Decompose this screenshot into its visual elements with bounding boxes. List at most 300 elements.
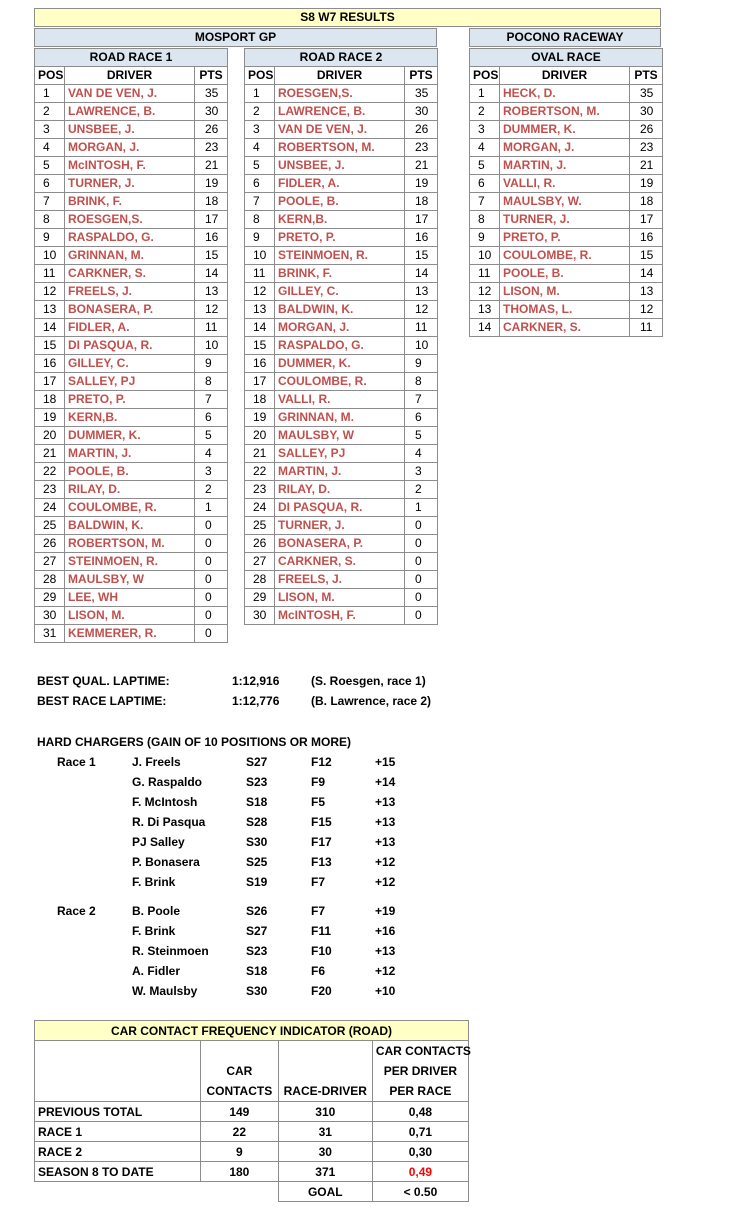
position-cell: 16 [245, 355, 275, 373]
position-cell: 20 [35, 427, 65, 445]
points-cell: 21 [405, 157, 438, 175]
position-cell: 10 [470, 247, 500, 265]
table-row [35, 607, 228, 625]
charger-gain: +12 [375, 855, 396, 869]
driver-cell: GRINNAN, M. [275, 409, 405, 427]
points-cell: 0 [405, 589, 438, 607]
points-cell: 5 [195, 427, 228, 445]
charger-driver: P. Bonasera [132, 855, 200, 869]
points-cell: 0 [195, 571, 228, 589]
driver-cell: GRINNAN, M. [65, 247, 195, 265]
position-cell: 9 [470, 229, 500, 247]
points-cell: 15 [405, 247, 438, 265]
charger-start: S27 [246, 924, 268, 938]
contact-header-blank [35, 1041, 201, 1102]
points-cell: 13 [630, 283, 663, 301]
position-cell: 2 [35, 103, 65, 121]
table-row [245, 481, 438, 499]
table-row [35, 463, 228, 481]
table-row [35, 391, 228, 409]
points-cell: 30 [195, 103, 228, 121]
charger-start: S23 [246, 944, 268, 958]
driver-cell: BALDWIN, K. [275, 301, 405, 319]
contact-header-car-contacts [200, 1041, 278, 1102]
contact-car-contacts: 22 [200, 1122, 278, 1142]
points-cell: 23 [405, 139, 438, 157]
position-cell: 30 [245, 607, 275, 625]
best-race-time: 1:12,776 [232, 694, 280, 708]
charger-driver: F. McIntosh [132, 795, 198, 809]
points-cell: 19 [195, 175, 228, 193]
driver-cell: DI PASQUA, R. [275, 499, 405, 517]
position-cell: 16 [35, 355, 65, 373]
position-cell: 24 [35, 499, 65, 517]
table-row [245, 553, 438, 571]
driver-cell: HECK, D. [500, 85, 630, 103]
best-qual-label: BEST QUAL. LAPTIME: [37, 674, 170, 688]
position-cell: 22 [35, 463, 65, 481]
position-cell: 3 [35, 121, 65, 139]
charger-driver: R. Di Pasqua [132, 815, 206, 829]
driver-cell: MARTIN, J. [500, 157, 630, 175]
position-cell: 9 [245, 229, 275, 247]
position-cell: 4 [245, 139, 275, 157]
table-row [245, 247, 438, 265]
points-cell: 0 [405, 607, 438, 625]
points-cell: 9 [405, 355, 438, 373]
table-row [245, 409, 438, 427]
contact-race-driver: 371 [278, 1162, 372, 1182]
points-cell: 12 [405, 301, 438, 319]
position-cell: 10 [35, 247, 65, 265]
driver-cell: BALDWIN, K. [65, 517, 195, 535]
position-cell: 15 [245, 337, 275, 355]
table-row [245, 499, 438, 517]
driver-cell: RASPALDO, G. [65, 229, 195, 247]
points-cell: 4 [195, 445, 228, 463]
position-cell: 10 [245, 247, 275, 265]
charger-gain: +15 [375, 755, 396, 769]
position-cell: 11 [245, 265, 275, 283]
contact-header-car: CAR [226, 1064, 253, 1078]
charger-gain: +12 [375, 964, 396, 978]
points-cell: 0 [405, 517, 438, 535]
charger-gain: +13 [375, 795, 396, 809]
table-row [470, 301, 663, 319]
position-cell: 26 [35, 535, 65, 553]
table-row [245, 121, 438, 139]
position-cell: 8 [470, 211, 500, 229]
points-cell: 23 [630, 139, 663, 157]
position-cell: 13 [35, 301, 65, 319]
points-cell: 12 [195, 301, 228, 319]
points-cell: 30 [630, 103, 663, 121]
driver-cell: LISON, M. [275, 589, 405, 607]
table-row [35, 499, 228, 517]
table-row [470, 265, 663, 283]
contact-per-race: 0,30 [372, 1142, 468, 1162]
points-cell: 8 [195, 373, 228, 391]
table-row [245, 517, 438, 535]
driver-cell: MARTIN, J. [275, 463, 405, 481]
driver-cell: CARKNER, S. [65, 265, 195, 283]
position-cell: 23 [35, 481, 65, 499]
points-cell: 11 [405, 319, 438, 337]
table-row [35, 589, 228, 607]
table-row [470, 157, 663, 175]
driver-cell: VALLI, R. [500, 175, 630, 193]
driver-cell: RILAY, D. [275, 481, 405, 499]
driver-cell: ROBERTSON, M. [65, 535, 195, 553]
points-cell: 26 [405, 121, 438, 139]
contact-header-line1: CAR CONTACTS [375, 1044, 471, 1058]
points-cell: 0 [195, 589, 228, 607]
mosport-track-name: MOSPORT GP [35, 29, 437, 47]
hard-chargers-race-label: Race 2 [57, 904, 96, 918]
position-cell: 18 [35, 391, 65, 409]
table-row [35, 355, 228, 373]
points-cell: 26 [630, 121, 663, 139]
table-row [35, 445, 228, 463]
driver-cell: MORGAN, J. [65, 139, 195, 157]
oval-race-table [469, 48, 663, 337]
table-row [35, 139, 228, 157]
position-cell: 11 [470, 265, 500, 283]
position-cell: 26 [245, 535, 275, 553]
table-row [470, 319, 663, 337]
charger-driver: PJ Salley [132, 835, 185, 849]
charger-start: S27 [246, 755, 268, 769]
position-cell: 6 [35, 175, 65, 193]
charger-start: S25 [246, 855, 268, 869]
results-title-table [34, 8, 661, 27]
position-cell: 1 [245, 85, 275, 103]
table-row [245, 211, 438, 229]
goal-label: GOAL [278, 1182, 372, 1202]
table-row [245, 301, 438, 319]
table-row [35, 517, 228, 535]
table-row [35, 85, 228, 103]
charger-start: S26 [246, 904, 268, 918]
points-cell: 7 [195, 391, 228, 409]
points-cell: 0 [405, 553, 438, 571]
table-row [35, 121, 228, 139]
points-cell: 6 [195, 409, 228, 427]
driver-cell: BRINK, F. [65, 193, 195, 211]
table-row [245, 175, 438, 193]
points-cell: 0 [195, 535, 228, 553]
driver-cell: LEE, WH [65, 589, 195, 607]
column-header-driver: DRIVER [275, 67, 405, 85]
position-cell: 15 [35, 337, 65, 355]
points-cell: 12 [630, 301, 663, 319]
column-header-pos: POS [245, 67, 275, 85]
best-qual-driver: (S. Roesgen, race 1) [311, 674, 426, 688]
mosport-header [34, 28, 437, 47]
position-cell: 7 [245, 193, 275, 211]
position-cell: 21 [245, 445, 275, 463]
charger-gain: +14 [375, 775, 396, 789]
table-row [35, 283, 228, 301]
position-cell: 4 [470, 139, 500, 157]
points-cell: 16 [630, 229, 663, 247]
table-row [35, 373, 228, 391]
charger-gain: +13 [375, 815, 396, 829]
race-label: ROAD RACE 1 [35, 49, 228, 67]
position-cell: 9 [35, 229, 65, 247]
driver-cell: PRETO, P. [275, 229, 405, 247]
table-row [245, 427, 438, 445]
driver-cell: ROESGEN,S. [65, 211, 195, 229]
position-cell: 12 [470, 283, 500, 301]
position-cell: 8 [245, 211, 275, 229]
points-cell: 26 [195, 121, 228, 139]
points-cell: 5 [405, 427, 438, 445]
points-cell: 18 [195, 193, 228, 211]
driver-cell: KERN,B. [65, 409, 195, 427]
goal-value: < 0.50 [372, 1182, 468, 1202]
table-row [470, 193, 663, 211]
charger-driver: F. Brink [132, 924, 176, 938]
driver-cell: SALLEY, PJ [65, 373, 195, 391]
points-cell: 0 [195, 517, 228, 535]
driver-cell: VAN DE VEN, J. [65, 85, 195, 103]
driver-cell: STEINMOEN, R. [65, 553, 195, 571]
points-cell: 17 [195, 211, 228, 229]
charger-start: S30 [246, 835, 268, 849]
driver-cell: BRINK, F. [275, 265, 405, 283]
points-cell: 10 [405, 337, 438, 355]
table-row [35, 175, 228, 193]
table-row [470, 211, 663, 229]
contact-header-line2: PER DRIVER [383, 1064, 458, 1078]
table-row [470, 175, 663, 193]
table-row [245, 355, 438, 373]
position-cell: 1 [470, 85, 500, 103]
points-cell: 14 [630, 265, 663, 283]
driver-cell: FIDLER, A. [275, 175, 405, 193]
driver-cell: VAN DE VEN, J. [275, 121, 405, 139]
contact-row-label: RACE 1 [35, 1122, 201, 1142]
driver-cell: MAULSBY, W [65, 571, 195, 589]
table-row [35, 1102, 469, 1122]
position-cell: 24 [245, 499, 275, 517]
driver-cell: MORGAN, J. [275, 319, 405, 337]
table-row [245, 85, 438, 103]
charger-start: S23 [246, 775, 268, 789]
points-cell: 19 [405, 175, 438, 193]
points-cell: 19 [630, 175, 663, 193]
driver-cell: CARKNER, S. [275, 553, 405, 571]
charger-driver: R. Steinmoen [132, 944, 209, 958]
driver-cell: LAWRENCE, B. [275, 103, 405, 121]
driver-cell: PRETO, P. [65, 391, 195, 409]
position-cell: 25 [245, 517, 275, 535]
points-cell: 35 [405, 85, 438, 103]
points-cell: 11 [195, 319, 228, 337]
driver-cell: COULOMBE, R. [500, 247, 630, 265]
contact-header-per-race [372, 1041, 471, 1102]
position-cell: 5 [470, 157, 500, 175]
charger-finish: F13 [311, 855, 332, 869]
points-cell: 3 [405, 463, 438, 481]
charger-gain: +16 [375, 924, 396, 938]
points-cell: 6 [405, 409, 438, 427]
charger-driver: J. Freels [132, 755, 181, 769]
contact-header-race-driver: RACE-DRIVER [278, 1041, 372, 1102]
contact-race-driver: 310 [278, 1102, 372, 1122]
position-cell: 31 [35, 625, 65, 643]
position-cell: 17 [35, 373, 65, 391]
charger-start: S18 [246, 964, 268, 978]
position-cell: 2 [245, 103, 275, 121]
contact-per-race: 0,71 [372, 1122, 468, 1142]
position-cell: 13 [470, 301, 500, 319]
driver-cell: LAWRENCE, B. [65, 103, 195, 121]
position-cell: 21 [35, 445, 65, 463]
driver-cell: ROBERTSON, M. [275, 139, 405, 157]
pocono-header [469, 28, 661, 47]
driver-cell: MARTIN, J. [65, 445, 195, 463]
driver-cell: BONASERA, P. [65, 301, 195, 319]
points-cell: 3 [195, 463, 228, 481]
race-label: OVAL RACE [470, 49, 663, 67]
column-header-pts: PTS [630, 67, 663, 85]
best-race-label: BEST RACE LAPTIME: [37, 694, 167, 708]
contact-per-race: 0,49 [372, 1162, 468, 1182]
position-cell: 29 [35, 589, 65, 607]
position-cell: 20 [245, 427, 275, 445]
table-row [245, 535, 438, 553]
position-cell: 5 [245, 157, 275, 175]
charger-gain: +13 [375, 944, 396, 958]
driver-cell: VALLI, R. [275, 391, 405, 409]
table-row [35, 427, 228, 445]
charger-finish: F10 [311, 944, 332, 958]
table-row [35, 247, 228, 265]
position-cell: 4 [35, 139, 65, 157]
points-cell: 8 [405, 373, 438, 391]
driver-cell: UNSBEE, J. [65, 121, 195, 139]
position-cell: 19 [35, 409, 65, 427]
points-cell: 21 [630, 157, 663, 175]
table-row [245, 157, 438, 175]
driver-cell: POOLE, B. [275, 193, 405, 211]
table-row [245, 265, 438, 283]
charger-finish: F9 [311, 775, 326, 789]
position-cell: 12 [35, 283, 65, 301]
table-row [470, 121, 663, 139]
table-row [245, 283, 438, 301]
column-header-driver: DRIVER [500, 67, 630, 85]
points-cell: 14 [195, 265, 228, 283]
table-row [470, 85, 663, 103]
driver-cell: POOLE, B. [65, 463, 195, 481]
points-cell: 17 [405, 211, 438, 229]
driver-cell: TURNER, J. [65, 175, 195, 193]
points-cell: 18 [405, 193, 438, 211]
driver-cell: COULOMBE, R. [275, 373, 405, 391]
table-row [35, 481, 228, 499]
contact-car-contacts: 149 [200, 1102, 278, 1122]
position-cell: 6 [245, 175, 275, 193]
charger-driver: F. Brink [132, 875, 176, 889]
position-cell: 11 [35, 265, 65, 283]
position-cell: 2 [470, 103, 500, 121]
charger-driver: B. Poole [132, 904, 181, 918]
driver-cell: UNSBEE, J. [275, 157, 405, 175]
position-cell: 8 [35, 211, 65, 229]
table-row [35, 265, 228, 283]
driver-cell: MAULSBY, W [275, 427, 405, 445]
points-cell: 21 [195, 157, 228, 175]
table-row [35, 1142, 469, 1162]
points-cell: 23 [195, 139, 228, 157]
points-cell: 30 [405, 103, 438, 121]
race-label: ROAD RACE 2 [245, 49, 438, 67]
points-cell: 7 [405, 391, 438, 409]
driver-cell: CARKNER, S. [500, 319, 630, 337]
driver-cell: FREELS, J. [275, 571, 405, 589]
position-cell: 1 [35, 85, 65, 103]
table-row [245, 103, 438, 121]
table-row [245, 373, 438, 391]
points-cell: 16 [405, 229, 438, 247]
driver-cell: ROESGEN,S. [275, 85, 405, 103]
position-cell: 28 [245, 571, 275, 589]
points-cell: 17 [630, 211, 663, 229]
table-row [35, 157, 228, 175]
points-cell: 0 [195, 625, 228, 643]
table-row [245, 463, 438, 481]
table-row [470, 139, 663, 157]
points-cell: 14 [405, 265, 438, 283]
points-cell: 1 [195, 499, 228, 517]
position-cell: 14 [245, 319, 275, 337]
charger-finish: F7 [311, 904, 326, 918]
driver-cell: THOMAS, L. [500, 301, 630, 319]
driver-cell: GILLEY, C. [275, 283, 405, 301]
best-race-driver: (B. Lawrence, race 2) [311, 694, 432, 708]
position-cell: 7 [35, 193, 65, 211]
table-row [35, 1122, 469, 1142]
charger-start: S19 [246, 875, 268, 889]
driver-cell: GILLEY, C. [65, 355, 195, 373]
hard-chargers-title: HARD CHARGERS (GAIN OF 10 POSITIONS OR MORE) [37, 735, 352, 749]
table-row [470, 103, 663, 121]
table-row [245, 607, 438, 625]
hard-chargers-race-label: Race 1 [57, 755, 96, 769]
charger-start: S18 [246, 795, 268, 809]
points-cell: 0 [195, 607, 228, 625]
contact-row-label: PREVIOUS TOTAL [35, 1102, 201, 1122]
points-cell: 13 [195, 283, 228, 301]
table-row [35, 319, 228, 337]
points-cell: 15 [630, 247, 663, 265]
points-cell: 11 [630, 319, 663, 337]
contact-row-label: SEASON 8 TO DATE [35, 1162, 201, 1182]
contact-race-driver: 30 [278, 1142, 372, 1162]
table-row [35, 409, 228, 427]
points-cell: 1 [405, 499, 438, 517]
table-row [35, 211, 228, 229]
contact-header-contacts: CONTACTS [206, 1084, 273, 1098]
table-row [35, 193, 228, 211]
driver-cell: MORGAN, J. [500, 139, 630, 157]
driver-cell: PRETO, P. [500, 229, 630, 247]
points-cell: 16 [195, 229, 228, 247]
points-cell: 18 [630, 193, 663, 211]
